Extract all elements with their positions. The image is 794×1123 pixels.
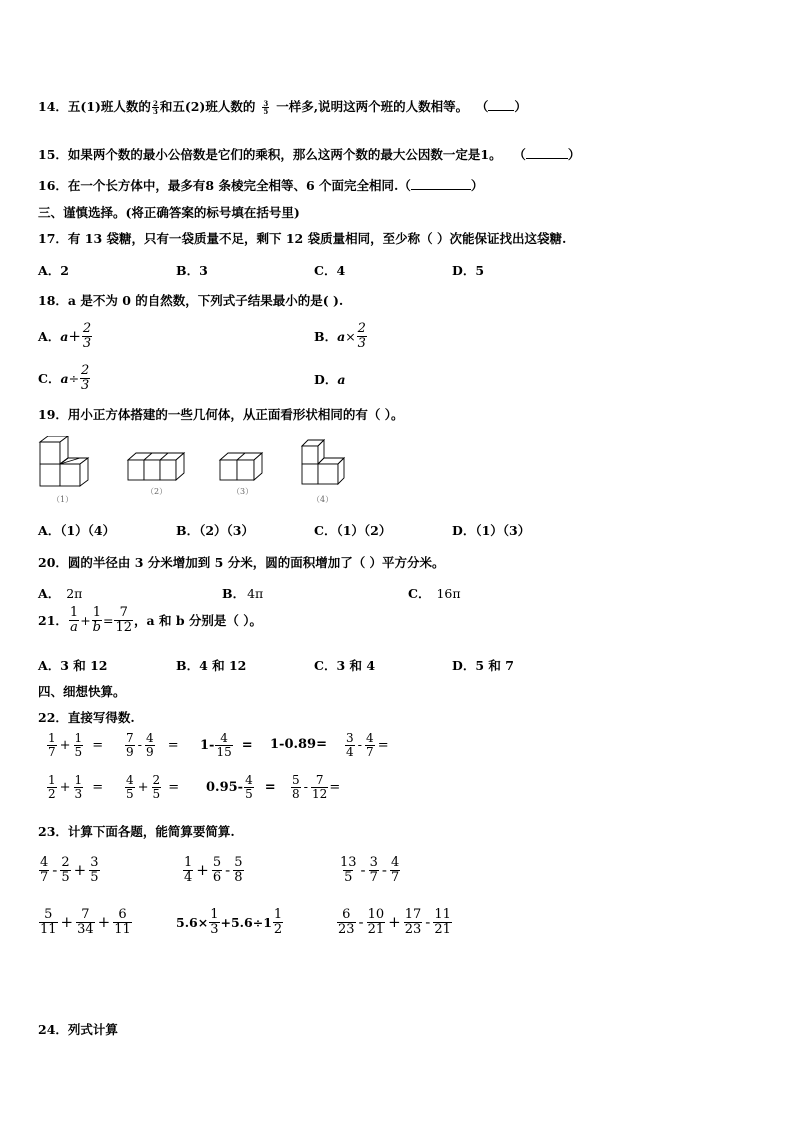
- section-title: 三、谨慎选择。(将正确答案的标号填在括号里): [38, 205, 300, 220]
- calc-item: 1-0.89=: [270, 737, 327, 752]
- answer-blank[interactable]: [488, 99, 514, 111]
- option-b[interactable]: B．3: [176, 263, 208, 278]
- figure-3: [218, 450, 266, 484]
- option-b[interactable]: B．（2）（3）: [176, 523, 254, 538]
- calc-item: $\frac{5}{11}$ + $\frac{7}{34}$ + $\frac{6}{11}$: [40, 907, 131, 937]
- calc-item: $\frac{6}{23}$ - $\frac{10}{21}$ + $\frac{17}{23}$ - $\frac{11}{21}$: [338, 907, 451, 937]
- fraction: $\frac{3}{5}$: [263, 98, 269, 116]
- option-b[interactable]: B． a × $\frac{2}{3}$: [314, 321, 366, 351]
- answer-blank[interactable]: [411, 178, 471, 190]
- option-a[interactable]: A． 2π: [38, 586, 83, 601]
- option-d[interactable]: D．5 和 7: [452, 658, 514, 673]
- q14: 14．五(1)班人数的 $\frac{2}{3}$ 和五(2)班人数的 $\frac{3}{5}$ 一样多,说明这两个班的人数相等。 （ ）: [38, 98, 527, 116]
- calc-item: $\frac{13}{5}$ - $\frac{3}{7}$ - $\frac{4}{7}$: [340, 855, 400, 885]
- calc-item: $\frac{4}{5}$ + $\frac{2}{5}$ =: [126, 773, 180, 801]
- calc-item: $\frac{1}{2}$ + $\frac{1}{3}$ =: [48, 773, 104, 801]
- calc-item: $\frac{3}{4}$ - $\frac{4}{7}$ =: [346, 731, 389, 759]
- q24-stem: 24．列式计算: [38, 1022, 118, 1037]
- option-a[interactable]: A． a + $\frac{2}{3}$: [38, 321, 92, 351]
- q22-stem: 22．直接写得数.: [38, 710, 135, 725]
- calc-item: 1- $\frac{4}{15}$ =: [200, 731, 253, 759]
- calc-item: 5.6× $\frac{1}{3}$ +5.6÷1 $\frac{1}{2}$: [176, 907, 283, 937]
- q18-stem: 18．a 是不为 0 的自然数，下列式子结果最小的是( ).: [38, 293, 344, 308]
- option-c[interactable]: C． 16π: [408, 586, 461, 601]
- q21-stem: 21． $\frac{1}{a}$ + $\frac{1}{b}$ = $\frac{7}{12}$ ，a 和 b 分别是（ ）。: [38, 605, 263, 635]
- q16: 16．在一个长方体中，最多有8 条棱完全相等、6 个面完全相同.（ ）: [38, 178, 484, 193]
- calc-item: $\frac{1}{7}$ + $\frac{1}{5}$ =: [48, 731, 104, 759]
- option-a[interactable]: A．3 和 12: [38, 658, 108, 673]
- option-c[interactable]: C．4: [314, 263, 346, 278]
- section-title: 四、细想快算。: [38, 684, 126, 699]
- calc-item: $\frac{7}{9}$ - $\frac{4}{9}$ =: [126, 731, 179, 759]
- option-c[interactable]: C． a ÷ $\frac{2}{3}$: [38, 363, 90, 393]
- option-b[interactable]: B．4 和 12: [176, 658, 247, 673]
- option-d[interactable]: D．5: [452, 263, 485, 278]
- option-c[interactable]: C．3 和 4: [314, 658, 376, 673]
- calc-item: $\frac{5}{8}$ - $\frac{7}{12}$ =: [292, 773, 341, 801]
- calc-item: $\frac{4}{7}$ - $\frac{2}{5}$ + $\frac{3}{5}$: [40, 855, 99, 885]
- figure-caption: （2）: [146, 487, 168, 496]
- q17-stem: 17．有 13 袋糖，只有一袋质量不足，剩下 12 袋质量相同，至少称（ ）次能保证找出这袋糖.: [38, 231, 567, 246]
- option-d[interactable]: D．（1）（3）: [452, 523, 531, 538]
- q23-stem: 23．计算下面各题，能简算要简算.: [38, 824, 235, 839]
- option-b[interactable]: B． 4π: [222, 586, 264, 601]
- option-a[interactable]: A．（1）（4）: [38, 523, 116, 538]
- figure-4: [298, 438, 350, 490]
- fraction: $\frac{2}{3}$: [152, 98, 158, 116]
- q20-stem: 20．圆的半径由 3 分米增加到 5 分米，圆的面积增加了（ ）平方分米。: [38, 555, 445, 570]
- figure-caption: （1）: [52, 495, 74, 504]
- option-a[interactable]: A．2: [38, 263, 69, 278]
- option-c[interactable]: C．（1）（2）: [314, 523, 392, 538]
- figure-caption: （4）: [312, 495, 334, 504]
- calc-item: $\frac{1}{4}$ + $\frac{5}{6}$ - $\frac{5}{8}$: [184, 855, 243, 885]
- option-d[interactable]: D．a: [314, 372, 346, 387]
- figure-caption: （3）: [232, 487, 254, 496]
- figure-1: [36, 436, 98, 494]
- q19-stem: 19．用小正方体搭建的一些几何体，从正面看形状相同的有（ ）。: [38, 407, 404, 422]
- figure-2: [126, 450, 190, 484]
- calc-item: 0.95- $\frac{4}{5}$ =: [206, 773, 276, 801]
- q15: 15．如果两个数的最小公倍数是它们的乘积，那么这两个数的最大公因数一定是1。 （ ）: [38, 147, 581, 162]
- answer-blank[interactable]: [526, 147, 568, 159]
